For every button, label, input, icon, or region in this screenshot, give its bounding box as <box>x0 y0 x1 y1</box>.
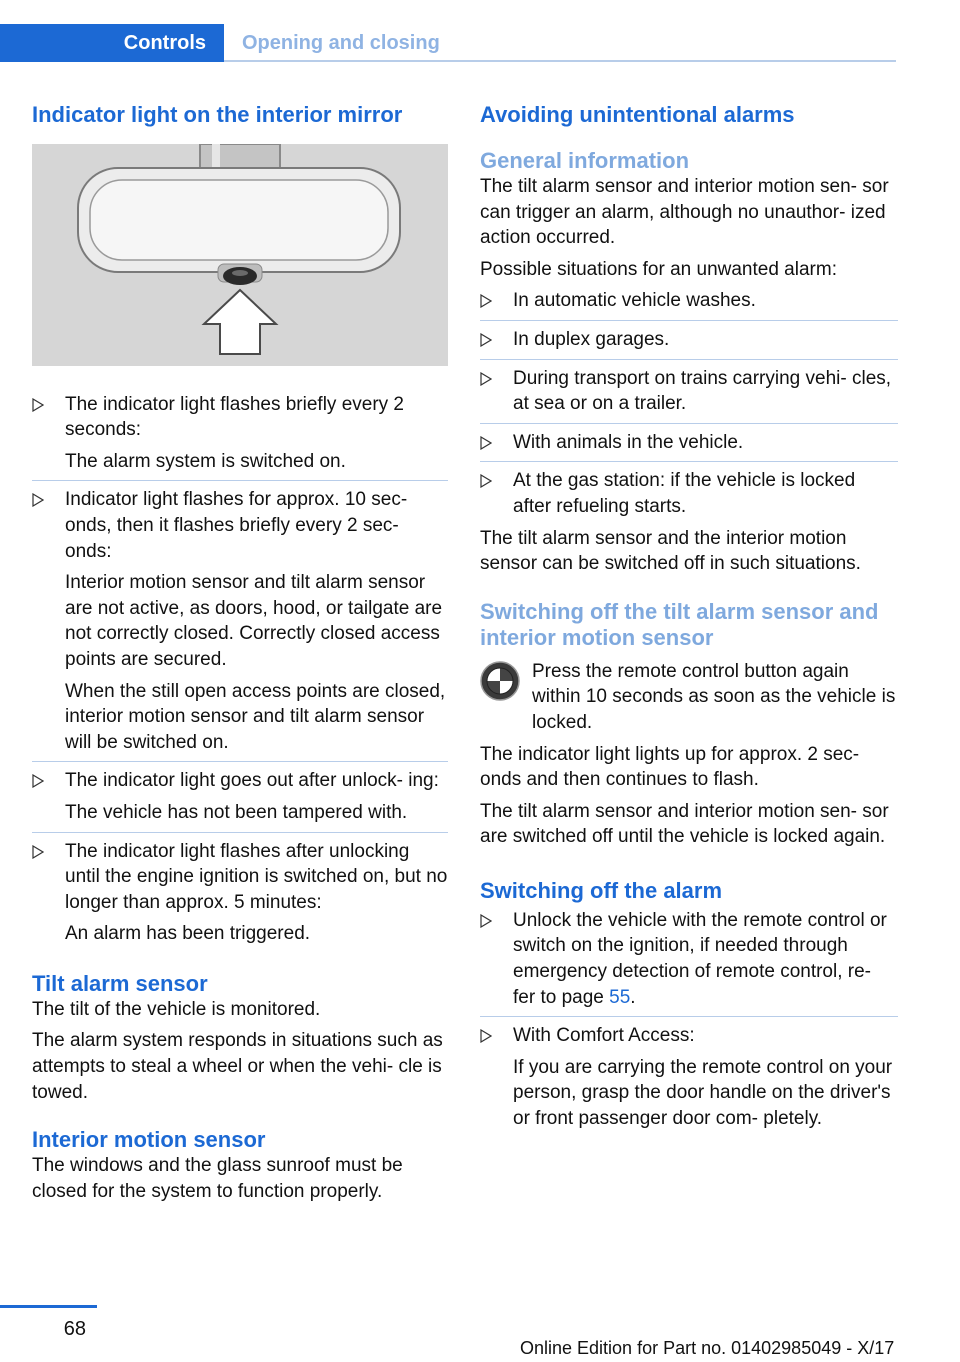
list-item <box>480 288 898 321</box>
triangle-bullet-icon <box>480 372 492 386</box>
tab-opening-and-closing[interactable]: Opening and closing <box>242 31 440 54</box>
triangle-bullet-icon <box>32 398 44 412</box>
list-item-text: During transport on trains carrying vehi‐ cles, at sea or on a trailer. <box>513 367 892 415</box>
triangle-bullet-icon <box>32 845 44 859</box>
triangle-bullet-icon <box>480 1029 492 1043</box>
bmw-remote-button-icon <box>480 661 520 701</box>
list-item-subtext: When the still open access points are closed, interior motion sensor and tilt alarm sensor will be switched on. <box>65 680 446 753</box>
list-item <box>32 768 448 832</box>
list-item-text: In duplex garages. <box>513 328 670 350</box>
edition-text: Online Edition for Part no. 01402985049 - X/17 <box>520 1338 895 1358</box>
footer-divider <box>0 1305 97 1308</box>
triangle-bullet-icon <box>480 914 492 928</box>
triangle-bullet-icon <box>32 774 44 788</box>
general-paragraph-2: Possible situations for an unwanted alarm: <box>480 258 837 280</box>
triangle-bullet-icon <box>32 493 44 507</box>
list-item <box>32 839 448 947</box>
general-paragraph-3: The tilt alarm sensor and the interior motion sensor can be switched off in such situations. <box>480 527 861 575</box>
list-item-text-end: . <box>630 986 636 1008</box>
list-item <box>480 1023 898 1131</box>
list-item-text: At the gas station: if the vehicle is locked after refueling starts. <box>513 470 856 517</box>
tilt-paragraph-1: The tilt of the vehicle is monitored. <box>32 998 321 1020</box>
list-item-subtext: If you are carrying the remote control on your person, grasp the door handle on the driver's or front passenger door com‐ pletely. <box>513 1056 893 1130</box>
right-column <box>480 100 898 1138</box>
unwanted-alarm-list <box>480 288 898 519</box>
list-item-text-main: Unlock the vehicle with the remote control or switch on the ignition, if needed through emergency detection of remote control, re‐ fer to page <box>513 909 887 1008</box>
heading-general-information: General information <box>480 148 690 173</box>
heading-avoiding-alarms: Avoiding unintentional alarms <box>480 102 795 127</box>
header-divider <box>224 60 896 62</box>
list-item <box>480 908 898 1017</box>
list-item <box>480 327 898 360</box>
list-item-subtext: The vehicle has not been tampered with. <box>65 801 408 823</box>
list-item-text: Indicator light flashes for approx. 10 sec‐ onds, then it flashes briefly every 2 sec‐ onds: <box>65 489 408 562</box>
tilt-paragraph-2: The alarm system responds in situations such as attempts to steal a wheel or when the vehi‐ cle is towed. <box>32 1030 443 1103</box>
list-item-text <box>513 908 898 1010</box>
switchoff-paragraph-2: The indicator light lights up for approx. 2 sec‐ onds and then continues to flash. <box>480 743 860 791</box>
switchoff-paragraph-1: Press the remote control button again within 10 seconds as soon as the vehicle is locked. <box>532 660 896 733</box>
list-item-text: The indicator light flashes after unlocking until the engine ignition is switched on, but no longer than approx. 5 minutes: <box>65 840 448 913</box>
interior-mirror-illustration <box>32 144 448 366</box>
list-item <box>32 392 448 482</box>
heading-switching-off-alarm: Switching off the alarm <box>480 877 723 903</box>
page-number: 68 <box>63 1318 86 1340</box>
list-item-subtext: Interior motion sensor and tilt alarm sensor are not active, as doors, hood, or tailgate are not correctly closed. Correctly closed access points are secured. <box>65 572 443 670</box>
remote-button-instruction <box>480 659 898 736</box>
indicator-light-list <box>32 392 448 947</box>
list-item <box>480 468 898 519</box>
triangle-bullet-icon <box>480 294 492 308</box>
page-link-55[interactable]: 55 <box>609 986 631 1008</box>
list-item-text: The indicator light goes out after unlock‐ ing: <box>65 770 439 792</box>
list-item-text: With animals in the vehicle. <box>513 431 744 453</box>
motion-paragraph-1: The windows and the glass sunroof must be closed for the system to function properly. <box>32 1155 403 1202</box>
list-item-text: The indicator light flashes briefly every 2 seconds: <box>65 393 404 441</box>
list-item-subtext: An alarm has been triggered. <box>65 923 311 945</box>
list-item <box>480 430 898 463</box>
triangle-bullet-icon <box>480 333 492 347</box>
list-item-text: With Comfort Access: <box>513 1025 695 1047</box>
list-item-text: In automatic vehicle washes. <box>513 290 756 312</box>
left-column <box>32 100 448 1210</box>
page-header <box>0 0 960 64</box>
triangle-bullet-icon <box>480 436 492 450</box>
heading-tilt-alarm-sensor: Tilt alarm sensor <box>32 970 208 996</box>
triangle-bullet-icon <box>480 474 492 488</box>
heading-indicator-light: Indicator light on the interior mirror <box>32 102 403 127</box>
switchoff-paragraph-3: The tilt alarm sensor and interior motion sen‐ sor are switched off until the vehicle is locked again. <box>480 800 889 848</box>
heading-switching-off-sensors: Switching off the tilt alarm sensor and interior motion sensor <box>480 598 879 650</box>
list-item <box>32 487 448 762</box>
list-item-subtext: The alarm system is switched on. <box>65 450 346 472</box>
tab-controls[interactable]: Controls <box>0 24 224 62</box>
heading-interior-motion-sensor: Interior motion sensor <box>32 1127 266 1153</box>
list-item <box>480 366 898 424</box>
switch-off-alarm-list <box>480 908 898 1132</box>
general-paragraph-1: The tilt alarm sensor and interior motion sen‐ sor can trigger an alarm, although no unauthor‐ ized action occurred. <box>480 176 889 249</box>
